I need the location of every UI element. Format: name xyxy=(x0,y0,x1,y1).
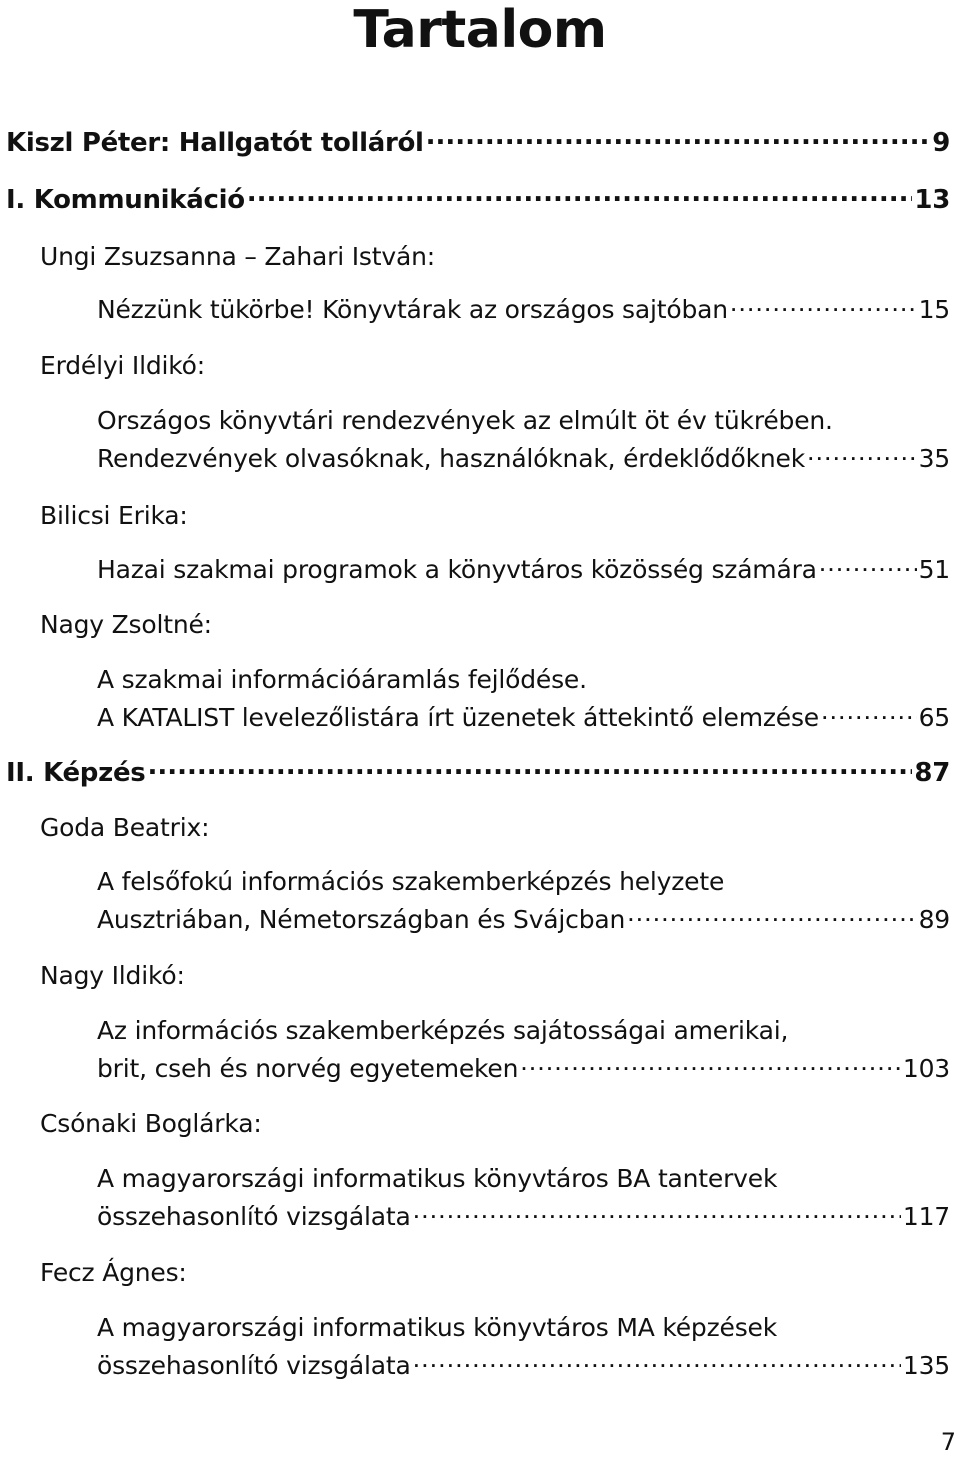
toc-entry-ausztria[interactable] xyxy=(97,907,950,932)
toc-author-nagy-ildiko xyxy=(40,963,185,988)
toc-entry-title: Kiszl Péter: Hallgatót tolláról xyxy=(6,128,424,158)
toc-entry-ma-vizsgalata[interactable] xyxy=(97,1353,950,1378)
dot-leader xyxy=(426,131,931,151)
toc-entry-page: 87 xyxy=(914,758,950,788)
dot-leader xyxy=(413,1205,901,1225)
toc-entry-title: összehasonlító vizsgálata xyxy=(97,1351,411,1380)
toc-entry-title: Országos könyvtári rendezvények az elmúlt öt év tükrében. xyxy=(97,406,833,435)
toc-author-ungi-zahari xyxy=(40,244,435,269)
toc-author: Fecz Ágnes: xyxy=(40,1258,187,1287)
toc-entry-ba-vizsgalata[interactable] xyxy=(97,1204,950,1229)
toc-entry-page: 89 xyxy=(918,905,950,934)
dot-leader xyxy=(413,1354,901,1374)
toc-entry-title: A szakmai információáramlás fejlődése. xyxy=(97,665,587,694)
toc-entry-title: Ausztriában, Németországban és Svájcban xyxy=(97,905,626,934)
toc-author-erdelyi xyxy=(40,353,205,378)
dot-leader xyxy=(821,706,917,726)
toc-entry-ma-line1[interactable] xyxy=(97,1315,777,1340)
toc-entry-hazai[interactable] xyxy=(97,557,950,582)
toc-entry-orszagos-line1[interactable] xyxy=(97,408,833,433)
toc-entry-title: A magyarországi informatikus könyvtáros BA tantervek xyxy=(97,1164,778,1193)
dot-leader xyxy=(520,1057,901,1077)
toc-entry-felsofoku-line1[interactable] xyxy=(97,869,724,894)
dot-leader xyxy=(247,188,913,208)
page-number: 7 xyxy=(940,1428,956,1456)
page-title: Tartalom xyxy=(353,0,607,60)
dot-leader xyxy=(730,298,917,318)
toc-entry-informacios-line1[interactable] xyxy=(97,1018,788,1043)
toc-entry-page: 51 xyxy=(918,555,950,584)
toc-entry-title: Nézzünk tükörbe! Könyvtárak az országos sajtóban xyxy=(97,295,728,324)
toc-entry-page: 9 xyxy=(932,128,950,158)
toc-section-kommunikacio[interactable] xyxy=(6,187,950,213)
toc-author-csonaki xyxy=(40,1111,262,1136)
toc-entry-title: I. Kommunikáció xyxy=(6,185,245,215)
toc-author-bilicsi xyxy=(40,503,188,528)
toc-author-fecz xyxy=(40,1260,187,1285)
toc-entry-page: 65 xyxy=(918,703,950,732)
toc-entry-katalist[interactable] xyxy=(97,705,950,730)
toc-author: Nagy Zsoltné: xyxy=(40,610,212,639)
toc-entry-page: 13 xyxy=(914,185,950,215)
toc-entry-title: A KATALIST levelezőlistára írt üzenetek áttekintő elemzése xyxy=(97,703,819,732)
toc-entry-page: 103 xyxy=(902,1054,950,1083)
toc-author-nagy-zsoltne xyxy=(40,612,212,637)
toc-entry-nezzunk[interactable] xyxy=(97,297,950,322)
dot-leader xyxy=(147,761,912,781)
toc-entry-title: Rendezvények olvasóknak, használóknak, érdeklődőknek xyxy=(97,444,806,473)
toc-entry-page: 117 xyxy=(902,1202,950,1231)
toc-author: Erdélyi Ildikó: xyxy=(40,351,205,380)
dot-leader xyxy=(627,908,916,928)
toc-section-kepzes[interactable] xyxy=(6,760,950,786)
toc-entry-title: A felsőfokú információs szakemberképzés helyzete xyxy=(97,867,725,896)
toc-entry-ba-line1[interactable] xyxy=(97,1166,777,1191)
toc-entry-page: 135 xyxy=(902,1351,950,1380)
dot-leader xyxy=(819,558,917,578)
toc-author: Bilicsi Erika: xyxy=(40,501,188,530)
toc-entry-rendezvenyek[interactable] xyxy=(97,446,950,471)
toc-entry-szakmai-line1[interactable] xyxy=(97,667,587,692)
toc-entry-title: Hazai szakmai programok a könyvtáros közösség számára xyxy=(97,555,817,584)
dot-leader xyxy=(807,447,917,467)
toc-entry-title: A magyarországi informatikus könyvtáros MA képzések xyxy=(97,1313,777,1342)
toc-entry-kiszl[interactable] xyxy=(6,130,950,156)
toc-entry-title: brit, cseh és norvég egyetemeken xyxy=(97,1054,519,1083)
toc-author-goda xyxy=(40,815,209,840)
toc-author: Csónaki Boglárka: xyxy=(40,1109,262,1138)
toc-author: Nagy Ildikó: xyxy=(40,961,185,990)
toc-entry-page: 15 xyxy=(918,295,950,324)
toc-entry-title: Az információs szakemberképzés sajátosságai amerikai, xyxy=(97,1016,789,1045)
toc-author: Goda Beatrix: xyxy=(40,813,210,842)
toc-entry-title: II. Képzés xyxy=(6,758,146,788)
toc-entry-title: összehasonlító vizsgálata xyxy=(97,1202,411,1231)
toc-entry-page: 35 xyxy=(918,444,950,473)
toc-author: Ungi Zsuzsanna – Zahari István: xyxy=(40,242,435,271)
toc-entry-brit[interactable] xyxy=(97,1056,950,1081)
